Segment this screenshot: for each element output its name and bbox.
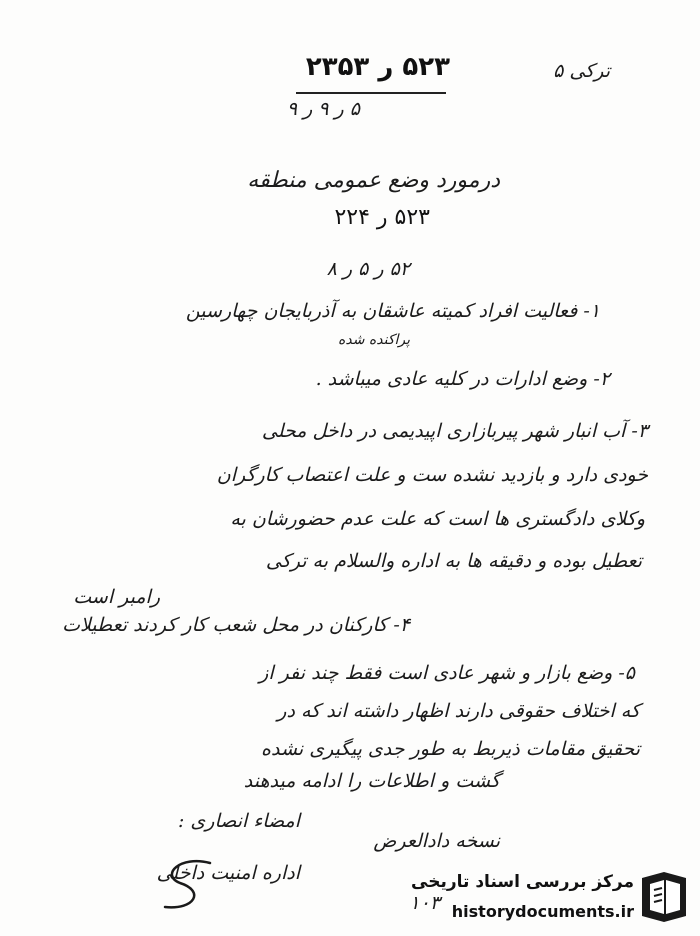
letter-number: ۵۲۳ ر ۲۳۵۳	[305, 52, 450, 82]
signature-scribble	[150, 855, 230, 915]
body-line-2: پراکنده شده	[338, 332, 410, 348]
logo-name: مرکز بررسی اسناد تاریخی	[411, 872, 634, 892]
corner-note: ترکی ۵	[553, 60, 610, 82]
body-line-6: وکلای دادگستری ها است که علت عدم حضورشان به	[230, 508, 645, 530]
copy-note: نسخه دادالعرض	[373, 830, 500, 852]
file-number: ۱۰۳	[409, 892, 440, 914]
body-line-3: ۲- وضع ادارات در کلیه عادی میباشد .	[315, 368, 610, 390]
body-line-10: ۵- وضع بازار و شهر عادی است فقط چند نفر از	[259, 662, 635, 684]
body-line-11: که اختلاف حقوقی دارند اظهار داشته اند که در	[277, 700, 640, 722]
book-icon	[636, 868, 692, 924]
letter-subject: درمورد وضع عمومی منطقه	[247, 168, 500, 193]
reference-number: ۵۲۳ ر ۲۲۴	[334, 205, 430, 230]
body-line-9: ۴- کارکنان در محل شعب کار کردند تعطیلات	[62, 614, 410, 636]
body-line-1: ۱- فعالیت افراد کمیته عاشقان به آذربایجان چهارسین	[185, 300, 600, 322]
body-line-13: گشت و اطلاعات را ادامه میدهند	[243, 770, 500, 792]
logo-url: historydocuments.ir	[451, 902, 634, 921]
body-line-5: خودی دارد و بازدید نشده ست و علت اعتصاب کارگران	[216, 464, 648, 486]
reference-date: ۵۲ ر ۵ ر ۸	[326, 258, 410, 280]
number-underline	[296, 92, 446, 94]
body-line-4: ۳- آب انبار شهر پیربازاری اپیدیمی در داخل محلی	[261, 420, 648, 442]
letter-date: ۵ ر ۹ ر ۹	[286, 98, 360, 120]
body-line-8: رامبر است	[73, 586, 160, 608]
recipient: اداره امنیت داخلی	[156, 862, 300, 884]
body-line-12: تحقیق مقامات ذیربط به طور جدی پیگیری نشده	[261, 738, 640, 760]
closing-signature-line: امضاء انصاری :	[177, 810, 300, 832]
body-line-7: تعطیل بوده و دقیقه ها به اداره والسلام به ترکی	[265, 550, 642, 572]
